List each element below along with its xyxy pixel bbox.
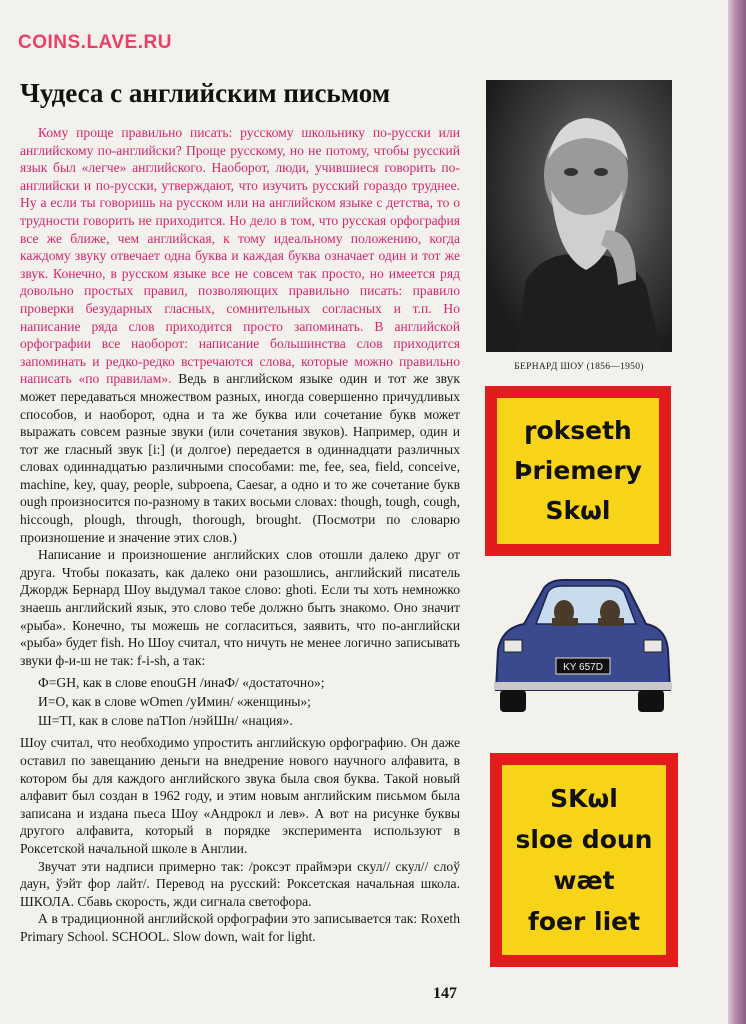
paragraph-intro <box>20 124 460 546</box>
page-title: Чудеса с английским письмом <box>20 78 391 108</box>
paragraph-traditional: А в традиционной английской орфографии это записывается так: Roxeth Primary School. SCHOOL. Slow down, wait for light. <box>20 911 460 944</box>
portrait-photo <box>486 80 672 352</box>
intro-text: Ведь в английском языке один и тот же звук может передаваться множеством разных, иногда совершенно причудливых способов, и наоборот, одна и та же буква или сочетание букв может выражать совсем разные звуки (или сочетания звуков). Например, один и тот же гласный звук [i:] (и долгое) передается в одиннадцати различных словах одиннадцатью различными способами: me, fee, sea, field, conceive, machine, key, quay, people, subpoena, Caesar, а одно и то же сочетание букв ough произносится по-разному в таких восьми словах: though, tough, cough, hiccough, plough, through, thorough, brought. (Посмотри по словарю произношение и значение этих слов.) <box>20 371 461 545</box>
road-sign <box>490 753 678 967</box>
sign-line: Skωl <box>545 496 611 525</box>
sign-line: foer liet <box>527 907 641 936</box>
paragraph-alphabet: Шоу считал, что необходимо упростить английскую орфографию. Он даже оставил по завещанию деньги на внедрение нового научного алфавита, в котором бы для каждого английского звука была своя буква. Такой новый алфавит был создан в 1962 году, и этим новым английским письмом была записана и издана пьеса Шоу «Андрокл и лев». А вот на рисунке буквы другого алфавита, который в порядке эксперимента используют в Роксетской начальной школе в Англии. <box>20 735 460 856</box>
formula-line: Ф=GH, как в слове enouGH /инаФ/ «достаточно»; <box>38 675 325 691</box>
paragraph-ghoti: Написание и произношение английских слов отошли далеко друг от друга. Чтобы показать, как далеко они разошлись, английский писатель Джордж Бернард Шоу выдумал такое слово: ghoti. Если ты хоть немножко знаешь английский язык, это слово тебе должно быть знакомо. Оно значит «рыба». Конечно, ты можешь не согласиться, заявить, что по-английски «рыба» будет fish. Но Шоу считал, что ничуть не менее логично записывать звуки ф-и-ш не так: f-i-sh, а так: <box>20 547 460 668</box>
formula-list <box>38 673 460 730</box>
watermark: COINS.LAVE.RU <box>18 32 172 53</box>
article-text <box>20 124 460 946</box>
page-number: 147 <box>433 985 457 1002</box>
sign-line: SKωl <box>550 784 618 813</box>
formula-line: Ш=TI, как в слове naTIon /нэйШн/ «нация». <box>38 713 293 729</box>
photo-caption: БЕРНАРД ШОУ (1856—1950) <box>514 362 644 372</box>
sign-panel <box>502 765 666 955</box>
sign-line: sloe doun <box>515 825 653 854</box>
license-plate: KY 657D <box>563 662 603 673</box>
sign-line: ɼokseth <box>524 416 632 445</box>
next-page-edge <box>728 0 746 1024</box>
sign-line: Þriemery <box>514 456 642 485</box>
portrait-illustration <box>486 80 672 352</box>
school-sign <box>485 386 671 556</box>
sign-panel <box>497 398 659 544</box>
intro-highlighted-text: Кому проще правильно писать: русскому школьнику по-русски или английскому по-английски? Проще русскому, но не потому, чтобы русский язык был «легче» английского. Наоборот, люди, учившиеся говорить по-английски и по-русски, утверждают, что изучить русский гораздо труднее. Ну а если ты говоришь на русском или на английском языке с детства, то о трудности говорить не приходится. Но дело в том, что русская орфография все же ближе, чем английская, к тому идеальному положению, когда каждому звуку отвечает одна буква и каждая буква означает один и тот же звук. Конечно, в русском языке все не совсем так просто, но имеется ряд довольно простых правил, позволяющих правильно писать: правило проверки безударных гласных, сомнительных согласных и т.п. Но написание ряда слов приходится просто запоминать. В английской орфографии все наоборот: написание большинства слов приходится запоминать и редко-редко встречаются слова, которые можно правильно написать «по правилам». <box>20 125 460 387</box>
formula-line: И=O, как в слове wOmen /уИмин/ «женщины»; <box>38 694 311 710</box>
paragraph-pronunciation: Звучат эти надписи примерно так: /роксэт праймэри скул// скул// слоў даун, ўэйт фор лайт/. Перевод на русский: Роксетская начальная школа. ШКОЛА. Сбавь скорость, жди сигнала светофора. <box>20 858 460 909</box>
sign-line: wæt <box>553 866 615 895</box>
car-illustration <box>484 578 678 714</box>
